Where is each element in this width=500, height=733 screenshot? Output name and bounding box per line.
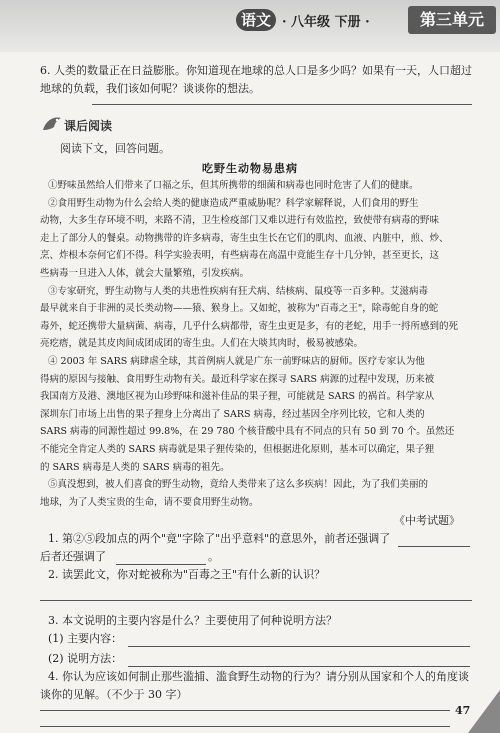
article-line: ③专家研究，野生动物与人类的共患性疾病有狂犬病、结核病、鼠疫等一百多种。艾滋病毒 (48, 285, 429, 297)
article-line: ⑤真没想到，被人们喜食的野生动物，竟给人类带来了这么多疾病！因此，为了我们美丽的 (48, 479, 429, 491)
bird-icon (40, 112, 64, 136)
answer-line[interactable] (40, 600, 472, 601)
question-3: 3. 本文说明的主要内容是什么？主要使用了何种说明方法？ (48, 614, 337, 627)
article-line: ④ 2003 年 SARS 病肆虐全球，其首例病人就是广东一前野味店的厨师。医疗专家认为他 (48, 356, 425, 367)
grade-label: · 八年级 下册 · (282, 15, 370, 30)
section-title: 课后阅读 (64, 119, 113, 133)
subject-badge: 语文 (236, 9, 276, 31)
answer-line[interactable] (40, 726, 450, 727)
article-line: 深圳东门市场上出售的果子狸身上分离出了 SARS 病毒，经过基因全序列比较，它和人类的 (40, 408, 425, 420)
article-line: SARS 病毒的同源性超过 99.8%，在 29 780 个核苷酸中具有不同点的只有 50 到 70 个。虽然还 (40, 426, 455, 438)
page-header (0, 0, 500, 52)
question-6-line-1: 6. 人类的数量正在日益膨胀。你知道现在地球的总人口是多少吗？如果有一天，人口超过 (40, 64, 472, 77)
reading-instruction: 阅读下文，回答问题。 (60, 142, 170, 155)
article-line: 烹、炸根本奈何它们不得。科学实验表明，有些病毒在高温中竟能生存十几分钟，甚至更长，这 (40, 250, 440, 262)
answer-line[interactable] (128, 646, 470, 647)
question-4-line-1: 4. 你认为应该如何制止那些滥捕、滥食野生动物的行为？请分别从国家和个人的角度谈 (48, 670, 469, 683)
answer-line[interactable] (40, 710, 450, 711)
article-line: 不能完全肯定人类的 SARS 病毒就是果子狸传染的，但根据进化原则，基本可以确定，果子狸 (40, 444, 435, 455)
page-number: 47 (455, 704, 471, 717)
article-title: 吃野生动物易患病 (202, 162, 298, 175)
question-4-line-2: 谈你的见解。（不少于 30 字） (40, 688, 188, 701)
answer-blank[interactable] (116, 564, 206, 565)
question-1-line-1: 1. 第②⑤段加点的两个"竟"字除了"出乎意料"的意思外，前者还强调了 (48, 532, 391, 545)
question-3-part-1: (1) 主要内容： (48, 632, 123, 645)
answer-line[interactable] (128, 666, 470, 667)
article-line: 最早就来自于非洲的灵长类动物——猿、猴身上。又如蛇，被称为"百毒之王"，除毒蛇自身的蛇 (40, 303, 439, 315)
article-line: 动物，大多生存环境不明，来路不清，卫生检疫部门又难以进行有效监控，致使带有病毒的野味 (40, 215, 440, 227)
answer-blank[interactable] (398, 546, 470, 547)
question-1-line-2: 后者还强调了 (40, 550, 106, 563)
article-line: ②食用野生动物为什么会给人类的健康造成严重威胁呢？科学家解释说，人们食用的野生 (48, 197, 419, 209)
article-line: ①野味虽然给人们带来了口福之乐，但其所携带的细菌和病毒也同时危害了人们的健康。 (48, 180, 419, 191)
page-corner-decoration (468, 690, 500, 733)
question-6-line-2: 地球的负载，我们该如何呢？谈谈你的想法。 (40, 82, 260, 95)
article-line: 的 SARS 病毒是人类的 SARS 病毒的祖先。 (40, 461, 230, 473)
article-line: 得病的原因与接触、食用野生动物有关。最近科学家在探寻 SARS 病源的过程中发现，历来被 (40, 373, 435, 385)
article-line: 毒外，蛇还携带大量病菌、病毒，几乎什么病都带，寄生虫更是多，有的老蛇，用手一捋所感到的死 (40, 320, 459, 332)
answer-line[interactable] (92, 104, 472, 105)
article-line: 亮疙瘩，就是其皮肉间成团成团的寄生虫。人们在大啖其肉时，极易被感染。 (40, 338, 364, 350)
article-line: 些病毒一旦进入人体，就会大量繁殖，引发疾病。 (40, 268, 250, 279)
article-line: 我国南方及港、澳地区视为山珍野味和滋补佳品的果子狸，可能就是 SARS 的祸首。科学家从 (40, 391, 435, 403)
question-3-part-2: (2) 说明方法： (48, 652, 123, 665)
article-line: 走上了部分人的餐桌。动物携带的许多病毒，寄生虫生长在它们的肌肉、血液、内脏中，煎、炒、 (40, 232, 449, 244)
question-1-end: 。 (208, 550, 219, 563)
unit-badge: 第三单元 (408, 6, 496, 34)
article-line: 地球，为了人类宝贵的生命，请不要食用野生动物。 (40, 496, 259, 508)
question-2: 2. 读罢此文，你对蛇被称为"百毒之王"有什么新的认识？ (48, 568, 326, 581)
article-source: 《中考试题》 (394, 514, 460, 527)
